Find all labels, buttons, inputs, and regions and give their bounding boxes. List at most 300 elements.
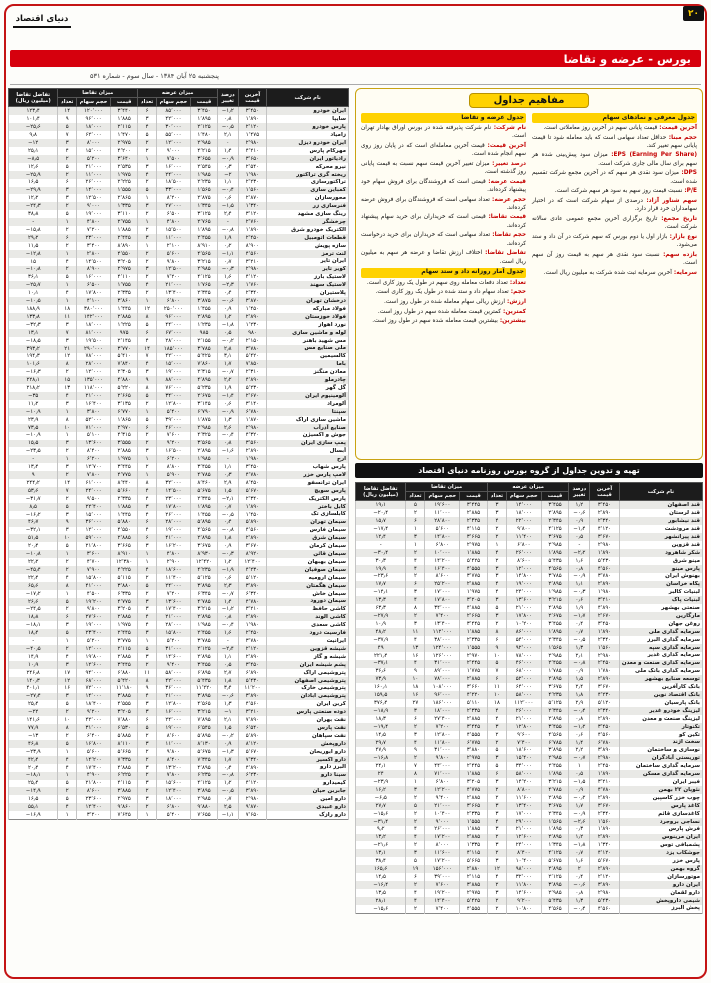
value-cell: ۴ xyxy=(58,803,77,811)
group-supply-header: میزان عرضه xyxy=(138,89,218,98)
value-cell: ۴ xyxy=(138,123,157,131)
value-cell: ۵ xyxy=(487,747,506,755)
table-row xyxy=(356,739,703,747)
table-row xyxy=(356,612,703,620)
value-cell: ۱٫۶ xyxy=(218,629,238,637)
value-cell: ۱۷٬۲۰۰ xyxy=(425,834,460,842)
value-cell: ۲۴٬۰۰۰ xyxy=(156,171,190,179)
value-cell: ‎−۰٫۵ xyxy=(218,787,238,795)
value-cell: ۴٬۲۳۵ xyxy=(541,691,569,699)
newspaper-logo: دنیای اقتصاد xyxy=(13,14,71,28)
value-cell: ۲٬۹۸۵ xyxy=(190,795,217,803)
value-cell: ۲ xyxy=(406,612,425,620)
company-name-cell: کالسیمین xyxy=(267,353,349,361)
value-cell: ۱٬۸۸۵ xyxy=(460,826,488,834)
company-name-cell: کاشی سعدی xyxy=(267,621,349,629)
value-cell: ‎−۲٫۴ xyxy=(218,645,238,653)
value-cell: ۲٬۱۵۰ xyxy=(238,337,267,345)
value-cell: ۲ xyxy=(487,739,506,747)
value-cell: ۴ xyxy=(406,636,425,644)
table-row xyxy=(356,549,703,557)
value-cell: ۱۶ xyxy=(58,685,77,693)
value-cell: ۸٬۹۱۰ xyxy=(190,242,217,250)
value-cell: ‎−۱٫۲ xyxy=(569,723,590,731)
company-name-cell: ایران خودرو دیزل xyxy=(267,139,349,147)
value-cell: ۳٬۲۱۵ xyxy=(541,596,569,604)
value-cell: ۳ xyxy=(138,115,157,123)
value-cell: ۱٬۳۴۰ xyxy=(238,202,267,210)
value-cell: ۳۴٬۰۰۰ xyxy=(425,604,460,612)
value-cell: ۳۸٫۸ xyxy=(9,210,58,218)
value-cell: ۵ xyxy=(487,604,506,612)
value-cell: ۶ xyxy=(138,519,157,527)
value-cell: ۳٬۲۱۵ xyxy=(541,778,569,786)
company-name-cell: لاستیک سهند xyxy=(267,281,349,289)
value-cell: ۱٫۲ xyxy=(218,780,238,788)
value-cell: ۳٬۶۷۵ xyxy=(190,542,217,550)
value-cell: ۸ xyxy=(406,770,425,778)
value-cell: ۸٬۱۳۰ xyxy=(190,740,217,748)
value-cell: ۸ xyxy=(138,479,157,487)
table-row xyxy=(9,408,349,416)
value-cell: ۰٫۵ xyxy=(218,661,238,669)
value-cell: ۹٬۵۰۰ xyxy=(77,495,111,503)
value-cell: ۲٬۸۸۵ xyxy=(111,653,138,661)
value-cell: ۵٬۶۷۵ xyxy=(190,487,217,495)
value-cell: ۱۷٫۷ xyxy=(356,581,406,589)
value-cell: ۱۰۸٬۰۰۰ xyxy=(425,683,460,691)
table-row xyxy=(356,778,703,786)
company-name-cell: پارس خزر xyxy=(619,857,702,865)
value-cell: ۱٬۵۶۰ xyxy=(590,644,619,652)
table-row xyxy=(9,297,349,305)
value-cell: ۱۳٬۶۰۰ xyxy=(506,596,541,604)
value-cell: ۰٫۲ xyxy=(218,242,238,250)
table-row xyxy=(356,699,703,707)
value-cell: ۱٫۶ xyxy=(569,557,590,565)
value-cell: ۷٬۲۰۰ xyxy=(156,590,190,598)
value-cell: ۵ xyxy=(138,131,157,139)
value-cell: ۹٬۲۰۰ xyxy=(156,440,190,448)
value-cell: ۳٬۴۵۰ xyxy=(238,107,267,115)
value-cell: ۱۸۵٬۰۰۰ xyxy=(156,345,190,353)
value-cell: ۱٬۷۸۰ xyxy=(590,668,619,676)
value-cell: ۵ xyxy=(58,700,77,708)
value-cell: ۴٬۳۲۵ xyxy=(190,432,217,440)
concept-definition: آخرین قیمت: قیمت پایانی سهم در آخرین روز معاملاتی است. xyxy=(543,124,697,131)
value-cell: ۱۵٬۵۰۰ xyxy=(156,226,190,234)
value-cell: ۱ xyxy=(58,748,77,756)
value-cell: ۲٬۴۵۰ xyxy=(590,660,619,668)
value-cell: ۰ xyxy=(218,139,238,147)
value-cell: ۲٬۸۹۰ xyxy=(590,715,619,723)
value-cell: ۸۶٬۰۰۰ xyxy=(506,628,541,636)
value-cell: ۷ xyxy=(487,668,506,676)
value-cell: ۳ xyxy=(406,849,425,857)
company-name-cell: قند مرودشت xyxy=(619,525,702,533)
company-name-cell: لیزینگ صنعت و معدن xyxy=(619,715,702,723)
value-cell: ۱۰ xyxy=(58,534,77,542)
value-cell: ۹٬۸۸۰ xyxy=(190,803,217,811)
value-cell: ۹ xyxy=(406,747,425,755)
value-cell: ۳٬۴۵۵ xyxy=(190,463,217,471)
value-cell: ۲۹٬۰۰۰ xyxy=(506,818,541,826)
table-row xyxy=(356,826,703,834)
value-cell: ۳ xyxy=(138,764,157,772)
value-cell: ۲٬۸۸۵ xyxy=(111,534,138,542)
table-row xyxy=(356,691,703,699)
concepts-columns xyxy=(361,111,697,327)
value-cell: ۴٬۳۲۰ xyxy=(238,432,267,440)
value-cell: ۱٬۹۷۵ xyxy=(460,588,488,596)
value-cell: ۶ xyxy=(58,613,77,621)
value-cell: ۱ xyxy=(406,778,425,786)
value-cell: ۳٬۶۷۰ xyxy=(238,542,267,550)
value-cell: ۲٬۹۸۰ xyxy=(238,424,267,432)
value-cell: ۳٬۷۸۵ xyxy=(190,345,217,353)
company-name-cell: سرمایه گذاری غدیر xyxy=(619,652,702,660)
value-cell: ۳ xyxy=(487,826,506,834)
company-name-cell: کمباین سازی xyxy=(267,187,349,195)
table-row xyxy=(9,131,349,139)
value-cell: ۱۷٬۸۰۰ xyxy=(425,596,460,604)
value-cell: ۱٬۴۷۵ xyxy=(238,131,267,139)
value-cell: ۲ xyxy=(406,905,425,913)
company-name-cell: ریخته گری تراکتور xyxy=(267,171,349,179)
value-cell: ۱۰٬۰۰۰ xyxy=(425,549,460,557)
value-cell: ۴٬۸۹۵ xyxy=(190,376,217,384)
table-row xyxy=(9,780,349,788)
value-cell: ۴ xyxy=(138,527,157,535)
value-cell: ۲٬۳۳۵ xyxy=(111,495,138,503)
value-cell: ۸٬۶۰۰ xyxy=(77,787,111,795)
value-cell: ۱۲٬۲۰۰ xyxy=(425,786,460,794)
value-cell: ۲٬۳۴۵ xyxy=(541,707,569,715)
value-cell: ۱۹ xyxy=(406,865,425,873)
value-cell: ۱ xyxy=(569,762,590,770)
value-cell: ۳ xyxy=(58,511,77,519)
value-cell: ۵٬۱۲۵ xyxy=(190,574,217,582)
value-cell: ۲٬۸۹۵ xyxy=(190,534,217,542)
value-cell: ۲٬۴۵۰ xyxy=(238,234,267,242)
table-row xyxy=(9,447,349,455)
value-cell: ۱۷٬۰۰۰ xyxy=(425,588,460,596)
value-cell: ۱۶۵٫۶ xyxy=(356,865,406,873)
value-cell: ۹٬۸۰۰ xyxy=(506,525,541,533)
value-cell: ۲٬۸۹۰ xyxy=(590,675,619,683)
company-name-cell: آبسال xyxy=(267,447,349,455)
value-cell: ۲٬۳۳۵ xyxy=(460,810,488,818)
value-cell: ۲ xyxy=(138,463,157,471)
value-cell: ۲۱٬۰۰۰ xyxy=(77,163,111,171)
company-name-cell: کویر تایر xyxy=(267,266,349,274)
value-cell: ۱٬۸۷۰ xyxy=(238,416,267,424)
value-cell: ۱ xyxy=(138,558,157,566)
value-cell: ۲ xyxy=(138,179,157,187)
company-name-cell: سیمان صوفیان xyxy=(267,566,349,574)
value-cell: ۱۴٬۸۰۰ xyxy=(506,573,541,581)
table-row xyxy=(9,242,349,250)
company-name-cell: لاستیک بارز xyxy=(267,274,349,282)
value-cell: ۰٫۹ xyxy=(218,305,238,313)
concept-term-label: بازده سهم: xyxy=(659,251,698,258)
value-cell: ۳٬۲۱۰ xyxy=(238,606,267,614)
value-cell: ۹٬۸۰۰ xyxy=(425,754,460,762)
value-cell: ۱۴٬۴۰۰ xyxy=(425,897,460,905)
company-name-cell: پمپ سازی ایران xyxy=(267,440,349,448)
company-name-cell: لامپ پارس خزر xyxy=(267,471,349,479)
value-cell: ۲ xyxy=(138,440,157,448)
value-cell: ۳ xyxy=(138,606,157,614)
value-cell: ۲ xyxy=(487,620,506,628)
value-cell: ۲۶٬۰۰۰ xyxy=(77,179,111,187)
col-company-header: نام شرکت xyxy=(267,89,349,107)
value-cell: ۱۲٬۰۰۰ xyxy=(77,527,111,535)
value-cell: ۵٬۴۲۵ xyxy=(460,897,488,905)
value-cell: ۲٫۱ xyxy=(218,131,238,139)
value-cell: ۲٬۳۴۵ xyxy=(190,289,217,297)
value-cell: ۱٬۹۸۵ xyxy=(190,621,217,629)
value-cell: ۱٬۸۷۵ xyxy=(190,416,217,424)
value-cell: ۳۱٬۰۰۰ xyxy=(425,660,460,668)
value-cell: ۷٬۸۵۰ xyxy=(238,360,267,368)
value-cell: ۵ xyxy=(58,780,77,788)
value-cell: ۲۷٬۶۰۰ xyxy=(77,613,111,621)
value-cell: ۱٬۸۹۵ xyxy=(541,826,569,834)
value-cell: ۴٬۱۱۵ xyxy=(460,849,488,857)
value-cell: ۲٬۸۹۰ xyxy=(590,865,619,873)
value-cell: ۴٬۵۶۰ xyxy=(590,905,619,913)
company-name-cell: سیمان شرق xyxy=(267,534,349,542)
value-cell: ۳ xyxy=(487,889,506,897)
value-cell: ۱۵٬۰۰۰ xyxy=(156,360,190,368)
value-cell: ۱٬۹۸۵ xyxy=(190,455,217,463)
value-cell: ۵ xyxy=(58,598,77,606)
value-cell: ۲٬۸۶۵ xyxy=(111,194,138,202)
concept-section-heading: جدول معرفی و نمادهای سهام xyxy=(532,113,697,123)
value-cell: ۱۹٬۰۰۰ xyxy=(506,581,541,589)
value-cell: ۲٬۹۸۵ xyxy=(541,754,569,762)
value-cell: ۳۹۳٫۲ xyxy=(9,345,58,353)
supply-demand-table-left xyxy=(8,88,349,820)
value-cell: ۰٫۷ xyxy=(218,795,238,803)
value-cell: ۴٬۵۵۵ xyxy=(460,731,488,739)
value-cell: ۳٬۶۷۰ xyxy=(590,533,619,541)
value-cell: ۲٬۹۸۰ xyxy=(590,754,619,762)
value-cell: ۲٬۹۸۰ xyxy=(590,889,619,897)
value-cell: ۲ xyxy=(138,732,157,740)
value-cell: ۸٬۹۱۰ xyxy=(111,550,138,558)
company-name-cell: شیمی داروپخش xyxy=(619,897,702,905)
value-cell: ۵٬۱۱۰ xyxy=(460,699,488,707)
value-cell: ۲٬۳۱۰ xyxy=(238,368,267,376)
value-cell: ۲ xyxy=(406,810,425,818)
value-cell: ‎−۰٫۷ xyxy=(218,368,238,376)
value-cell: ۳۱٬۰۰۰ xyxy=(156,645,190,653)
value-cell: ۰٫۹ xyxy=(218,740,238,748)
group-demand-header: میزان تقاضا xyxy=(58,89,138,98)
value-cell: ۴٬۷۸۰ xyxy=(238,598,267,606)
company-name-cell: ملی صنایع مس xyxy=(267,345,349,353)
table-row xyxy=(356,660,703,668)
value-cell: ۱۲٬۵۰۰ xyxy=(77,194,111,202)
value-cell: ۱۷٬۴۰۰ xyxy=(77,764,111,772)
value-cell: ۶ xyxy=(487,675,506,683)
table-row xyxy=(9,171,349,179)
value-cell: ‎−۱۶٫۹ xyxy=(9,811,58,819)
value-cell: ۲٫۱ xyxy=(569,652,590,660)
table-row xyxy=(9,202,349,210)
company-name-cell: سیمان هگمتان xyxy=(267,582,349,590)
table-row xyxy=(9,582,349,590)
value-cell: ۶۳٫۳ xyxy=(356,604,406,612)
company-name-cell: بانک پارسیان xyxy=(619,699,702,707)
concept-definition: بازده سهم: نسبت سود نقدی هر سهم به قیمت روز آن سهم است. xyxy=(532,251,698,267)
value-cell: ۲٬۹۷۵ xyxy=(460,889,488,897)
value-cell: ۳٬۷۸۵ xyxy=(541,573,569,581)
company-name-cell: لیزینگ خودرو غدیر xyxy=(619,707,702,715)
concept-definition: ارزش: ارزش ریالی سهام معامله شده در طول روز است. xyxy=(383,299,526,306)
value-cell: ۳٬۲۰۵ xyxy=(111,708,138,716)
value-cell: ۹۸۰ xyxy=(238,329,267,337)
value-cell: ‎−۱۰٫۸ xyxy=(9,550,58,558)
value-cell: ۲٫۱ xyxy=(218,716,238,724)
value-cell: ۷۱٬۰۰۰ xyxy=(425,770,460,778)
value-cell: ۲ xyxy=(406,549,425,557)
value-cell: ۲٬۹۸۵ xyxy=(190,266,217,274)
value-cell: ۲ xyxy=(58,242,77,250)
value-cell: ۱۸٫۴ xyxy=(9,629,58,637)
value-cell: ۹٬۴۰۰ xyxy=(156,661,190,669)
value-cell: ۵٬۴۳۵ xyxy=(541,897,569,905)
value-cell: ۴٬۱۲۵ xyxy=(190,780,217,788)
company-name-cell: سیمان بهبهان xyxy=(267,558,349,566)
value-cell: ‎−۰٫۳ xyxy=(569,588,590,596)
value-cell: ۱۵۶٬۰۰۰ xyxy=(425,865,460,873)
company-name-cell: سپنتا xyxy=(267,408,349,416)
value-cell: ۳ xyxy=(487,501,506,509)
value-cell: ۳ xyxy=(487,754,506,762)
value-cell: ۴٬۷۷۵ xyxy=(111,598,138,606)
value-cell: ۹٬۸۰۰ xyxy=(77,606,111,614)
table-row xyxy=(9,234,349,242)
value-cell: ۱۱ xyxy=(58,313,77,321)
value-cell: ۱۴ xyxy=(58,479,77,487)
value-cell: ‎−۰٫۹ xyxy=(218,408,238,416)
table-row xyxy=(356,865,703,873)
value-cell: ۲ xyxy=(138,139,157,147)
concepts-column xyxy=(361,111,526,327)
value-cell: ۱۳٬۶۰۰ xyxy=(77,440,111,448)
table-row xyxy=(9,432,349,440)
value-cell: ۲ xyxy=(58,266,77,274)
value-cell: ۳ xyxy=(487,802,506,810)
value-cell: ۱۰٬۴۰۰ xyxy=(425,810,460,818)
company-name-cell: ایران دارو xyxy=(619,881,702,889)
value-cell: ۱۰ xyxy=(58,716,77,724)
value-cell: ۱۰ xyxy=(487,652,506,660)
table-row xyxy=(9,281,349,289)
concept-definition: DPS: میزان سود نقدی هر سهم که در آخرین مجمع شرکت تقسیم شده است. xyxy=(532,170,697,185)
company-name-cell: معادن منگنز xyxy=(267,368,349,376)
supply-demand-table-right-wrap xyxy=(355,482,703,977)
value-cell: ۱۶٬۲۰۰ xyxy=(156,542,190,550)
concept-definition: نوع بازار: بازار اول یا دوم بورس که سهم شرکت در آن داد و ستد می‌شود. xyxy=(532,233,698,249)
value-cell: ۳ xyxy=(487,778,506,786)
value-cell: ۱۱٬۲۰۰ xyxy=(238,685,267,693)
table-row xyxy=(9,772,349,780)
value-cell: ۴ xyxy=(487,818,506,826)
value-cell: ۴٬۱۱۵ xyxy=(460,525,488,533)
value-cell: ۶٬۷۷۵ xyxy=(460,739,488,747)
value-cell: ۹ xyxy=(487,644,506,652)
value-cell: ۳٬۴۴۰ xyxy=(111,107,138,115)
value-cell: ۶٬۷۸۰ xyxy=(590,739,619,747)
value-cell: ۵ xyxy=(58,274,77,282)
company-name-cell: سرمایه گذاری البرز xyxy=(619,636,702,644)
value-cell: ۴٬۵۵۵ xyxy=(111,700,138,708)
value-cell: ۵٬۶۶۰ xyxy=(111,487,138,495)
value-cell: ۴٬۷۸۵ xyxy=(541,786,569,794)
value-cell: ۵۸٬۰۰۰ xyxy=(506,691,541,699)
value-cell: ۴٬۵۶۵ xyxy=(541,731,569,739)
concept-definition: قیمت تقاضا: قیمتی است که خریداران برای خرید سهام پیشنهاد کرده‌اند. xyxy=(361,214,526,229)
value-cell: ۲۴٬۰۰۰ xyxy=(506,588,541,596)
subcol-header-0: قیمت xyxy=(541,492,569,501)
value-cell: ۸٬۴۶۰ xyxy=(190,479,217,487)
table-row xyxy=(356,715,703,723)
value-cell: ۱۲٬۰۰۰ xyxy=(506,565,541,573)
value-cell: ۲٬۹۸۰ xyxy=(238,266,267,274)
value-cell: ۳٬۸۸۰ xyxy=(111,582,138,590)
value-cell: ‎−۳۱٫۷ xyxy=(9,495,58,503)
value-cell: ۵ xyxy=(58,795,77,803)
value-cell: ۱۴ xyxy=(138,345,157,353)
value-cell: ۱۰۱٫۴ xyxy=(9,115,58,123)
value-cell: ۱۰٬۲۰۰ xyxy=(506,620,541,628)
company-name-cell: گل گهر xyxy=(267,384,349,392)
value-cell: ۴۲٬۰۰۰ xyxy=(156,677,190,685)
value-cell: ‎−۱۶٫۴ xyxy=(356,881,406,889)
value-cell: ۱٬۸۹۰ xyxy=(238,503,267,511)
value-cell: ۲٬۳۳۵ xyxy=(111,289,138,297)
value-cell: ۲٬۸۹۵ xyxy=(541,581,569,589)
table-row xyxy=(9,155,349,163)
value-cell: ۶٬۸۹۵ xyxy=(190,669,217,677)
value-cell: ۹٫۲ xyxy=(356,826,406,834)
value-cell: ۱٫۳ xyxy=(218,416,238,424)
value-cell: ۱۳٫۳ xyxy=(356,596,406,604)
value-cell: ۱۶٬۰۰۰ xyxy=(156,163,190,171)
value-cell: ‎−۲٫۶ xyxy=(569,818,590,826)
value-cell: ۹٬۲۰۰ xyxy=(506,897,541,905)
value-cell: ۹ xyxy=(58,115,77,123)
value-cell: ۶ xyxy=(406,517,425,525)
value-cell: ۱۲٬۰۰۰ xyxy=(77,368,111,376)
value-cell: ۲ xyxy=(58,447,77,455)
company-name-cell: کابلسازی تک xyxy=(267,511,349,519)
col-demand-diff-header: تفاضل تقاضا (میلیون ریال) xyxy=(356,483,406,501)
value-cell: ۶ xyxy=(487,636,506,644)
value-cell: ۲٬۶۷۵ xyxy=(541,612,569,620)
company-name-cell: نفت سپاهان xyxy=(267,732,349,740)
value-cell: ۱۶٬۰۰۰ xyxy=(77,274,111,282)
value-cell: ۱ xyxy=(58,455,77,463)
value-cell: ۴٬۵۵۰ xyxy=(111,250,138,258)
concept-definition: حجم تقاضا: تعداد سهامی است که خریداران برای خرید درخواست کرده‌اند. xyxy=(361,232,526,247)
value-cell: ۸ xyxy=(487,628,506,636)
value-cell: ۸٬۹۲۰ xyxy=(238,550,267,558)
